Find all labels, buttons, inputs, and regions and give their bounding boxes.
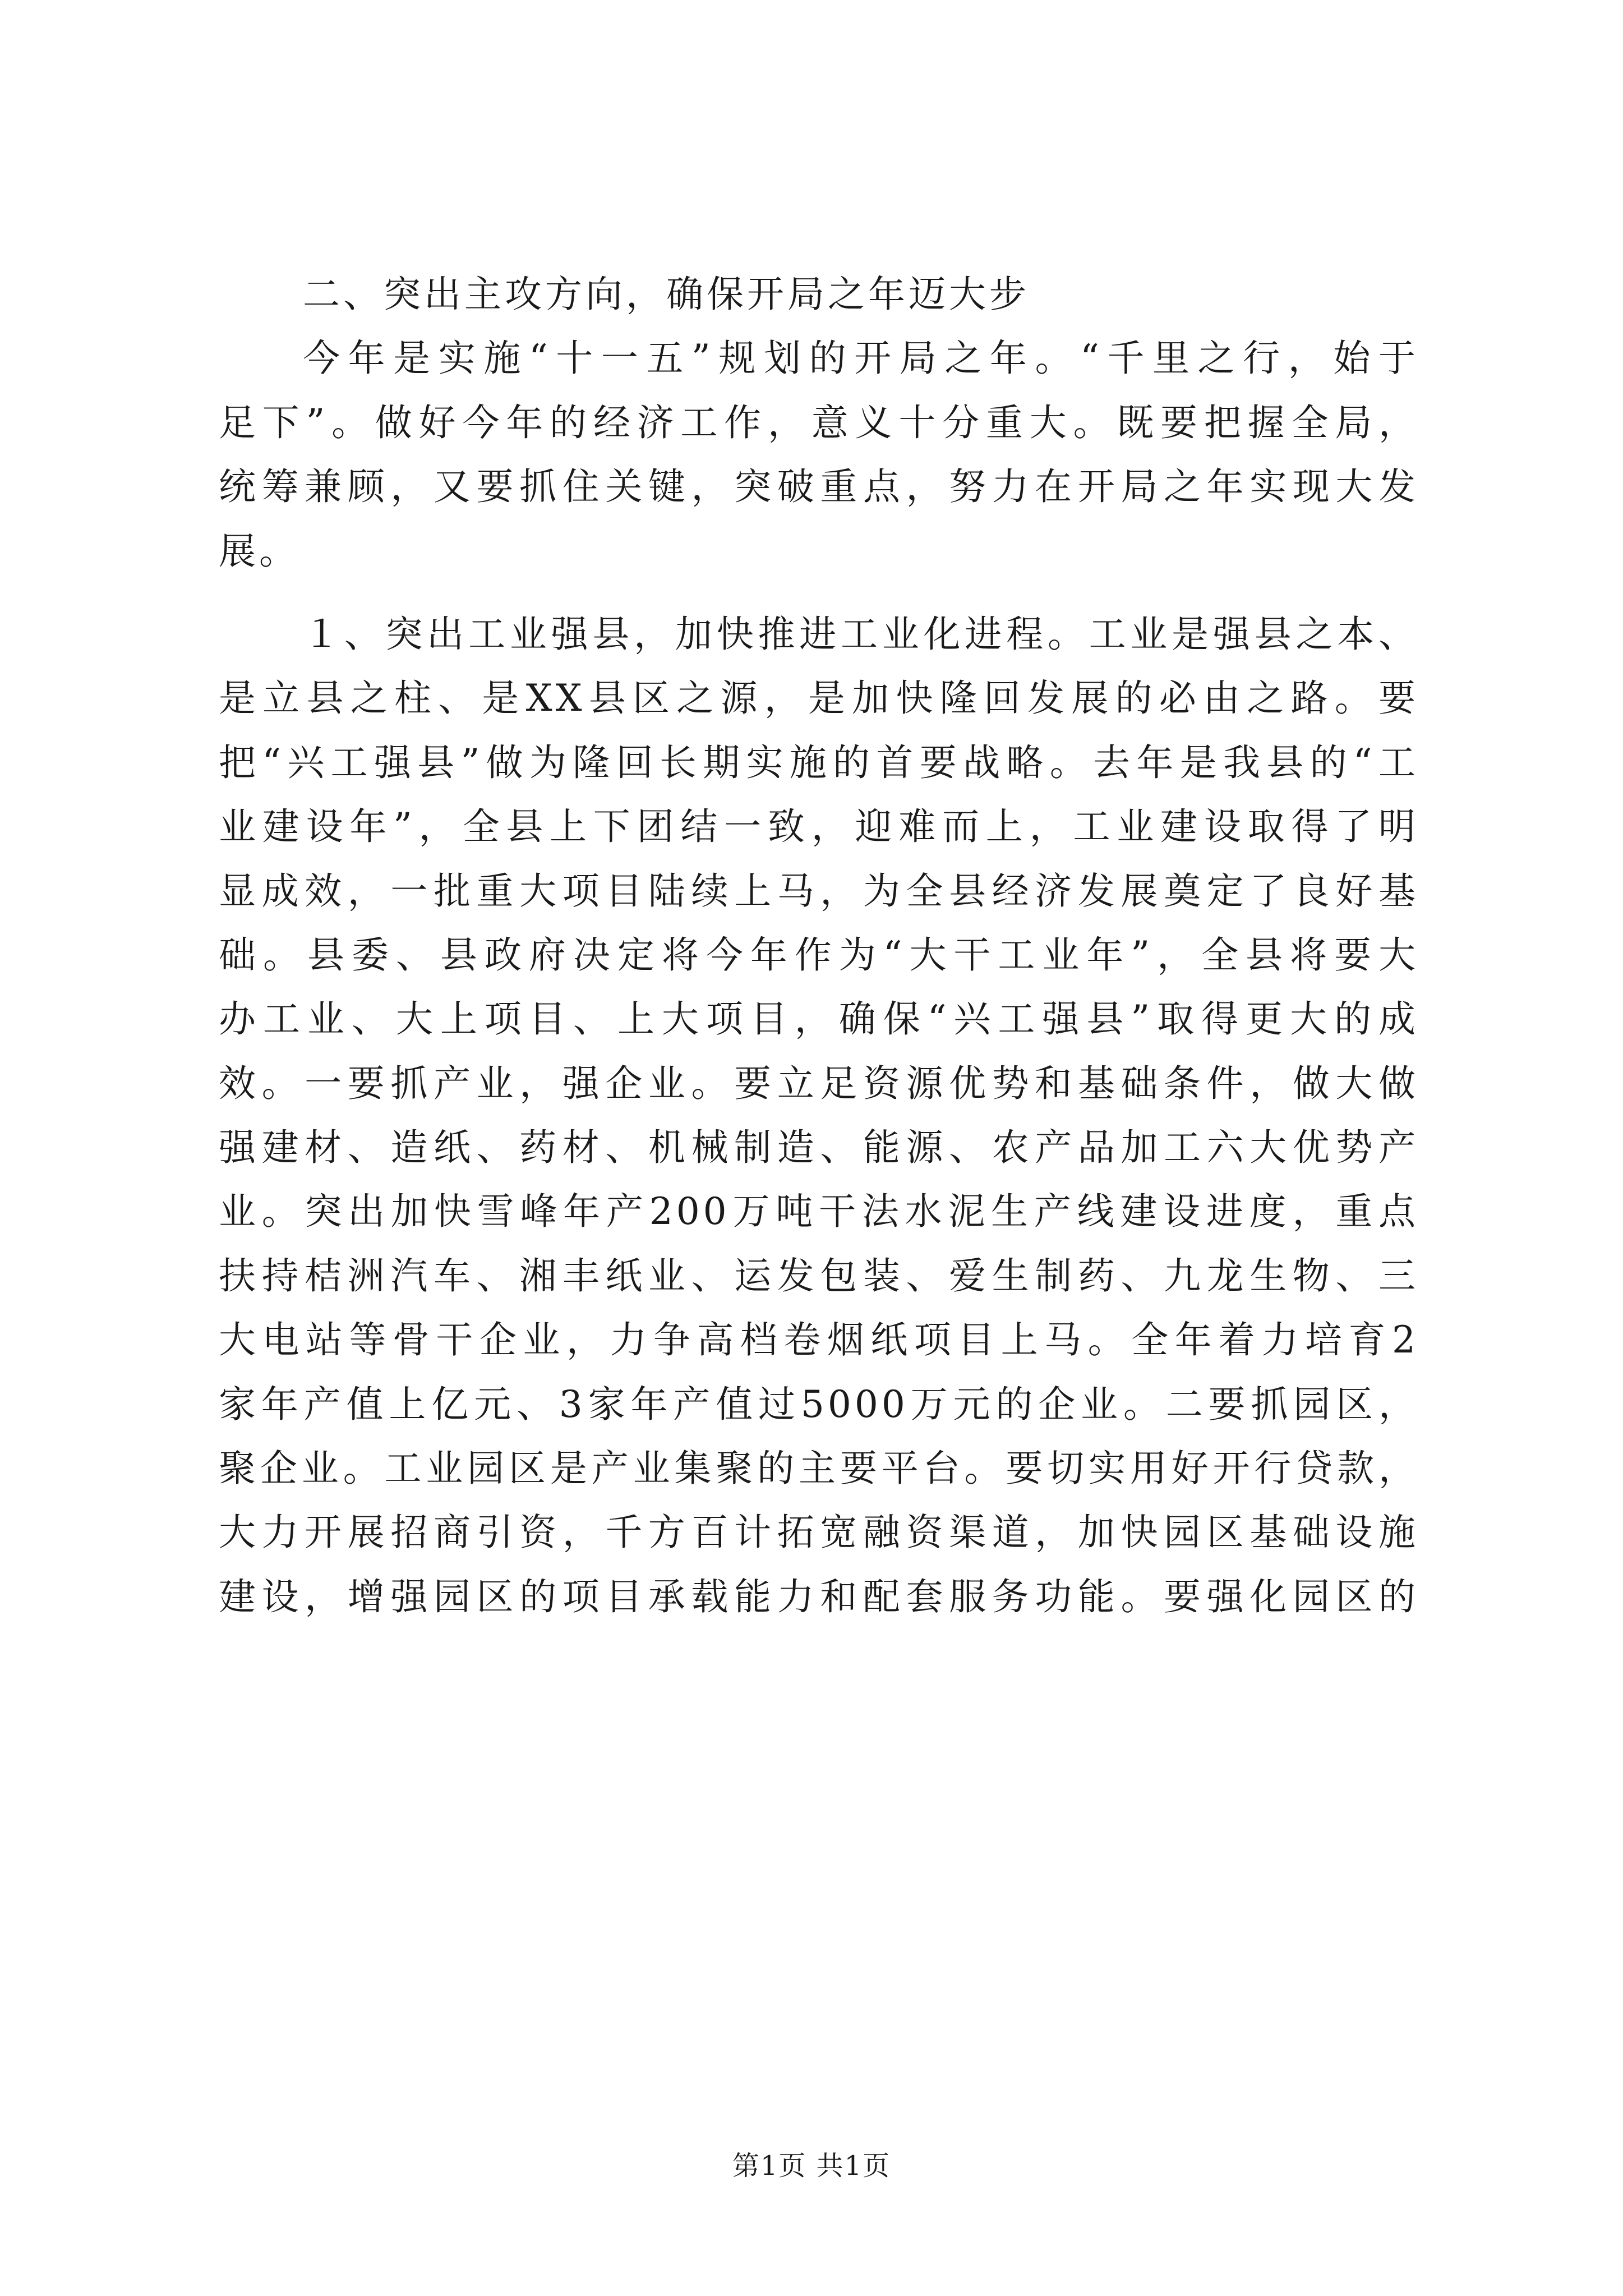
paragraph-line: 足下”。做好今年的经济工作，意义十分重大。既要把握全局， xyxy=(219,401,1419,444)
paragraph-line: 业建设年”，全县上下团结一致，迎难而上，工业建设取得了明 xyxy=(219,805,1419,849)
paragraph-line: １、突出工业强县，加快推进工业化进程。工业是强县之本、 xyxy=(303,612,1419,656)
paragraph-line: 大力开展招商引资，千方百计拓宽融资渠道，加快园区基础设施 xyxy=(219,1511,1419,1554)
paragraph-line: 业。突出加快雪峰年产200万吨干法水泥生产线建设进度，重点 xyxy=(219,1190,1419,1234)
section-heading: 二、突出主攻方向，确保开局之年迈大步 xyxy=(303,273,1030,316)
paragraph-line: 统筹兼顾，又要抓住关键，突破重点，努力在开局之年实现大发 xyxy=(219,465,1419,509)
paragraph-line: 显成效，一批重大项目陆续上马，为全县经济发展奠定了良好基 xyxy=(219,869,1419,913)
document-body xyxy=(219,263,1419,1629)
paragraph-line: 础。县委、县政府决定将今年作为“大干工业年”，全县将要大 xyxy=(219,933,1419,977)
paragraph-line: 强建材、造纸、药材、机械制造、能源、农产品加工六大优势产 xyxy=(219,1126,1419,1170)
paragraph-line: 聚企业。工业园区是产业集聚的主要平台。要切实用好开行贷款， xyxy=(219,1447,1419,1490)
paragraph-line: 效。一要抓产业，强企业。要立足资源优势和基础条件，做大做 xyxy=(219,1061,1419,1105)
paragraph-line: 展。 xyxy=(219,529,299,573)
paragraph-line: 今年是实施“十一五”规划的开局之年。“千里之行，始于 xyxy=(303,337,1419,380)
paragraph-line: 是立县之柱、是XX县区之源，是加快隆回发展的必由之路。要 xyxy=(219,677,1419,720)
page-footer: 第1页 共1页 xyxy=(732,2150,891,2182)
paragraph-line: 办工业、大上项目、上大项目，确保“兴工强县”取得更大的成 xyxy=(219,997,1419,1041)
paragraph-spacer xyxy=(219,583,1419,602)
paragraph-line: 扶持桔洲汽车、湘丰纸业、运发包装、爱生制药、九龙生物、三 xyxy=(219,1254,1419,1297)
paragraph-line: 家年产值上亿元、3家年产值过5000万元的企业。二要抓园区， xyxy=(219,1382,1419,1426)
paragraph-line: 建设，增强园区的项目承载能力和配套服务功能。要强化园区的 xyxy=(219,1575,1419,1618)
paragraph-line: 把“兴工强县”做为隆回长期实施的首要战略。去年是我县的“工 xyxy=(219,740,1419,784)
paragraph-line: 大电站等骨干企业，力争高档卷烟纸项目上马。全年着力培育2 xyxy=(219,1318,1419,1362)
